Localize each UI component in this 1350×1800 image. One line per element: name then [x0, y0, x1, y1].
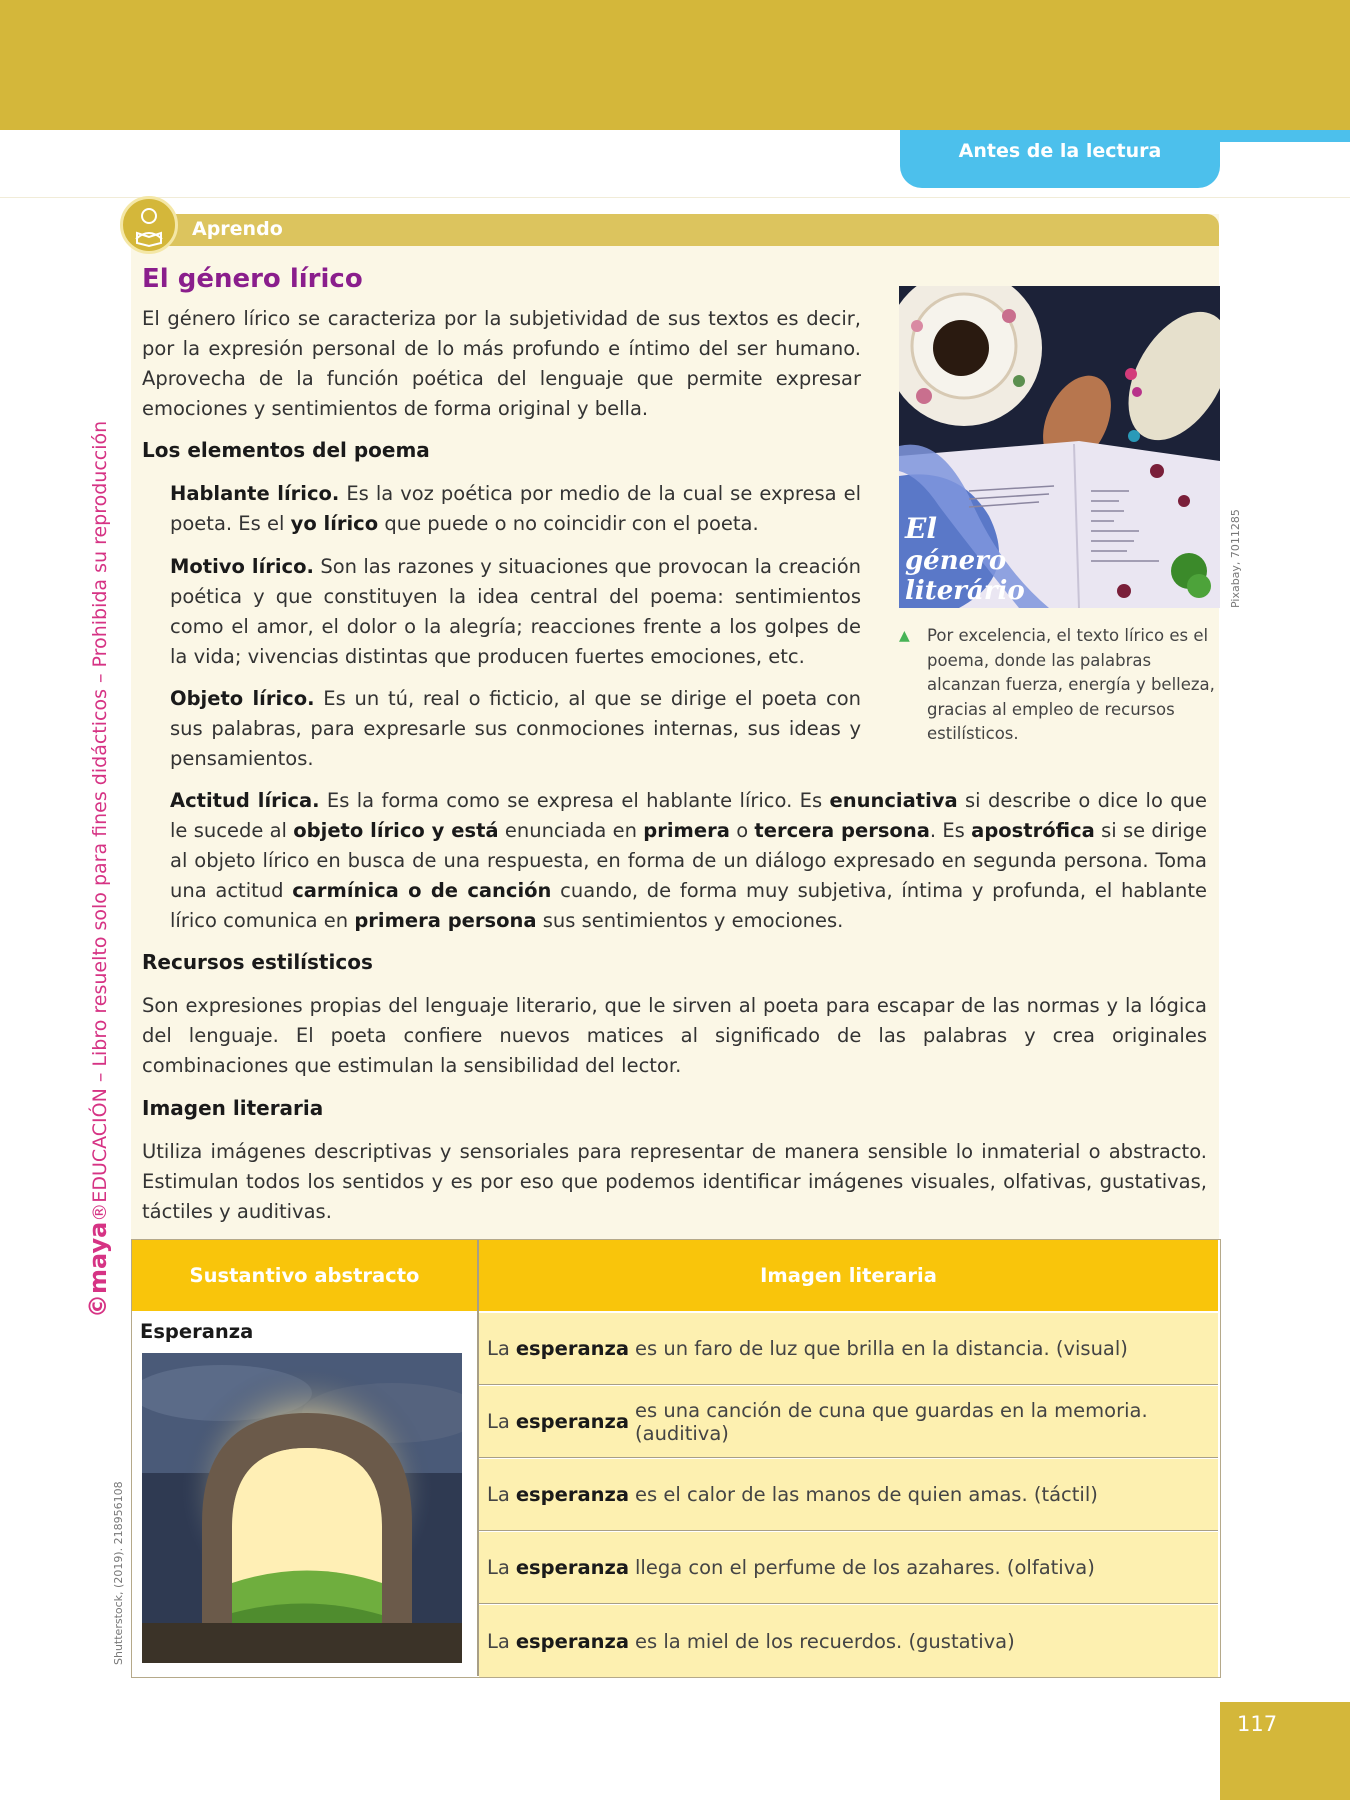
panel-label: Aprendo: [192, 218, 283, 240]
actitud-bold-7: primera persona: [354, 909, 537, 932]
row-keyword: esperanza: [515, 1410, 630, 1433]
panel-header: [131, 214, 1219, 246]
triangle-marker-icon: ▲: [899, 628, 910, 644]
row-keyword: esperanza: [515, 1556, 630, 1579]
hablante-term: Hablante lírico.: [170, 482, 340, 505]
objeto-paragraph: [170, 684, 861, 774]
recursos-paragraph: Son expresiones propias del lenguaje literario, que le sirven al poeta para escapar de las normas y la lógica del lenguaje. El poeta confiere nuevos matices al significado de las palabras y crea originales combinaciones que estimulan la sensibilidad del lector.: [142, 994, 1207, 1077]
row-post: llega con el perfume de los azahares. (olfativa): [635, 1556, 1095, 1579]
top-header-band: [0, 0, 1350, 130]
header-rule: [0, 197, 1350, 198]
actitud-text-1: Es la forma como se expresa el hablante lírico. Es: [326, 789, 823, 812]
poetry-book-photo: [899, 286, 1220, 608]
actitud-bold-5: apostrófica: [971, 819, 1095, 842]
photo-caption-text: Por excelencia, el texto lírico es el poema, donde las palabras alcanzan fuerza, energía y belleza, gracias al empleo de recursos estilísticos.: [927, 626, 1215, 743]
motivo-term: Motivo lírico.: [170, 555, 314, 578]
actitud-bold-4: tercera persona: [754, 819, 930, 842]
page-number: 117: [1237, 1712, 1278, 1736]
table-header-image: Imagen literaria: [479, 1240, 1218, 1311]
tab-extension: [1200, 130, 1350, 142]
photo-credit: Pixabay, 7011285: [1229, 509, 1242, 608]
row-keyword: esperanza: [515, 1337, 630, 1360]
actitud-text-7: cuando, de forma muy subjetiva, íntima y profunda, el hablante lírico comunica en: [170, 879, 1208, 932]
actitud-text-6: si se dirige al objeto lírico en busca de una respuesta, en forma de un diálogo expresado en segunda persona. Toma una actitud: [170, 819, 1208, 902]
row-pre: La: [487, 1410, 510, 1433]
table-row: [479, 1313, 1218, 1385]
photo-overlay-line-3: literário: [905, 576, 1025, 606]
table-row: [479, 1386, 1218, 1458]
row-pre: La: [487, 1556, 510, 1579]
row-pre: La: [487, 1483, 510, 1506]
row-pre: La: [487, 1629, 510, 1653]
row-post: es el calor de las manos de quien amas. (táctil): [635, 1483, 1098, 1506]
motivo-text: Son las razones y situaciones que provocan la creación poética y que constituyen la idea central del poema: sentimientos como el amor, el dolor o la alegría; reacciones frente a los golpes de la vida; vivencias distintas que producen fuertes emociones, etc.: [170, 555, 861, 668]
row-keyword: esperanza: [515, 1483, 630, 1506]
section-tab: Antes de la lectura: [900, 130, 1220, 188]
hablante-text-2: que puede o no coincidir con el poeta.: [384, 512, 759, 535]
row-pre: La: [487, 1337, 510, 1360]
actitud-bold-1: enunciativa: [829, 789, 958, 812]
table-image-credit: Shutterstock, (2019). 218956108: [112, 1481, 125, 1665]
row-post: es la miel de los recuerdos. (gustativa): [635, 1629, 1015, 1653]
row-post: es un faro de luz que brilla en la distancia. (visual): [635, 1337, 1128, 1360]
actitud-bold-3: primera: [643, 819, 730, 842]
actitud-text-5: . Es: [929, 819, 965, 842]
row-post: es una canción de cuna que guardas en la memoria. (auditiva): [635, 1398, 1148, 1445]
motivo-paragraph: [170, 552, 861, 672]
elements-heading: Los elementos del poema: [142, 438, 430, 462]
intro-paragraph: El género lírico se caracteriza por la subjetividad de sus textos es decir, por la expresión personal de lo más profundo e íntimo del ser humano. Aprovecha de la función poética del lenguaje que permite expresar emociones y sentimientos de forma original y bella.: [142, 307, 861, 420]
hablante-paragraph: [170, 479, 861, 539]
recursos-heading: Recursos estilísticos: [142, 950, 373, 974]
actitud-text-8: sus sentimientos y emociones.: [542, 909, 844, 932]
actitud-paragraph: [170, 786, 1207, 936]
hope-archway-photo: [142, 1353, 462, 1663]
hablante-text-1: Es la voz poética por medio de la cual se expresa el poeta. Es el: [170, 482, 861, 535]
objeto-term: Objeto lírico.: [170, 687, 315, 710]
table-row: [479, 1605, 1218, 1677]
photo-overlay-line-1: El: [905, 512, 937, 545]
actitud-text-4: o: [736, 819, 749, 842]
actitud-bold-6: carmínica o de canción: [292, 879, 552, 902]
photo-caption: [899, 624, 1221, 747]
table-row: [479, 1459, 1218, 1531]
actitud-text-3: enunciada en: [504, 819, 637, 842]
yo-lirico: yo lírico: [290, 512, 379, 535]
copyright-text: ®EDUCACIÓN – Libro resuelto solo para fines didácticos – Prohibida su reproducción: [89, 420, 111, 1222]
imagen-paragraph: Utiliza imágenes descriptivas y sensoriales para representar de manera sensible lo inmaterial o abstracto. Estimulan todos los sentidos y es por eso que podemos identificar imágenes visuales, olfativas, gustativas, táctiles y auditivas.: [142, 1140, 1207, 1223]
table-header-noun: Sustantivo abstracto: [132, 1240, 477, 1311]
copyright-banner: [84, 421, 112, 1318]
section-title: El género lírico: [142, 264, 363, 294]
imagen-heading: Imagen literaria: [142, 1096, 324, 1120]
photo-overlay-line-2: género: [905, 546, 1007, 576]
noun-label: Esperanza: [140, 1320, 254, 1343]
row-keyword: esperanza: [515, 1629, 630, 1653]
actitud-text-2: si describe o dice lo que le sucede al: [170, 789, 1207, 842]
brand-logo: ©maya: [84, 1221, 112, 1318]
table-row: [479, 1532, 1218, 1604]
actitud-term: Actitud lírica.: [170, 789, 320, 812]
actitud-bold-2: objeto lírico y está: [293, 819, 499, 842]
reader-icon: [120, 196, 178, 254]
objeto-text: Es un tú, real o ficticio, al que se dirige el poeta con sus palabras, para expresarle sus conmociones internas, sus ideas y pensamientos.: [170, 687, 861, 770]
